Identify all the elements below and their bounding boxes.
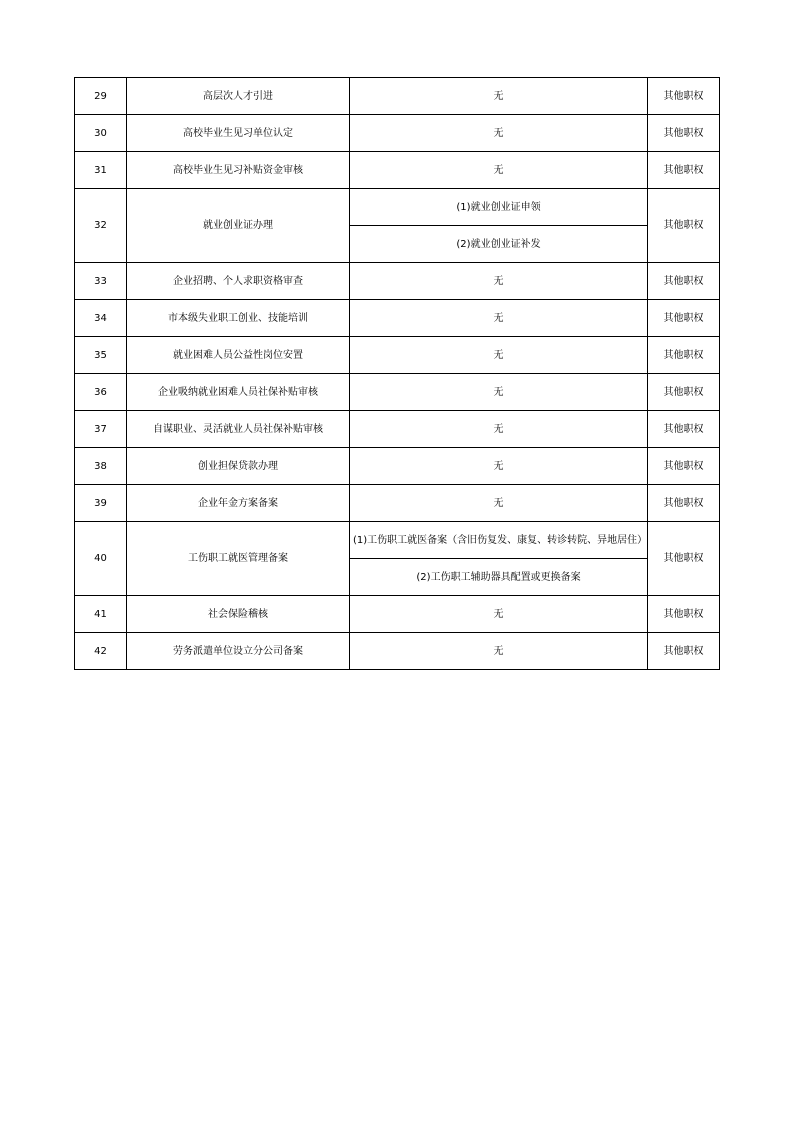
sub-item: (2)就业创业证补发	[350, 226, 648, 263]
row-number: 42	[75, 633, 127, 670]
table-row	[75, 189, 720, 226]
item-name: 高层次人才引进	[127, 78, 350, 115]
sub-item: 无	[350, 337, 648, 374]
row-number: 30	[75, 115, 127, 152]
row-number: 32	[75, 189, 127, 263]
sub-item: 无	[350, 300, 648, 337]
item-name: 就业困难人员公益性岗位安置	[127, 337, 350, 374]
table-row	[75, 411, 720, 448]
table-row	[75, 633, 720, 670]
table-row	[75, 337, 720, 374]
power-type: 其他职权	[648, 263, 720, 300]
power-type: 其他职权	[648, 300, 720, 337]
table-row	[75, 152, 720, 189]
power-type: 其他职权	[648, 152, 720, 189]
table-row	[75, 596, 720, 633]
power-type: 其他职权	[648, 522, 720, 596]
power-type: 其他职权	[648, 374, 720, 411]
power-type: 其他职权	[648, 596, 720, 633]
row-number: 33	[75, 263, 127, 300]
row-number: 39	[75, 485, 127, 522]
sub-item: 无	[350, 374, 648, 411]
row-number: 37	[75, 411, 127, 448]
item-name: 市本级失业职工创业、技能培训	[127, 300, 350, 337]
table-row	[75, 374, 720, 411]
item-name: 创业担保贷款办理	[127, 448, 350, 485]
row-number: 31	[75, 152, 127, 189]
row-number: 38	[75, 448, 127, 485]
table-row	[75, 78, 720, 115]
power-type: 其他职权	[648, 633, 720, 670]
row-number: 34	[75, 300, 127, 337]
sub-item: 无	[350, 263, 648, 300]
table-row	[75, 115, 720, 152]
row-number: 35	[75, 337, 127, 374]
row-number: 29	[75, 78, 127, 115]
power-type: 其他职权	[648, 78, 720, 115]
sub-item: (2)工伤职工辅助器具配置或更换备案	[350, 559, 648, 596]
sub-item: 无	[350, 152, 648, 189]
item-name: 工伤职工就医管理备案	[127, 522, 350, 596]
sub-item: 无	[350, 633, 648, 670]
table-row	[75, 263, 720, 300]
item-name: 企业招聘、个人求职资格审查	[127, 263, 350, 300]
power-type: 其他职权	[648, 485, 720, 522]
item-name: 自谋职业、灵活就业人员社保补贴审核	[127, 411, 350, 448]
row-number: 41	[75, 596, 127, 633]
table-row	[75, 448, 720, 485]
table-row	[75, 300, 720, 337]
power-type: 其他职权	[648, 115, 720, 152]
item-name: 劳务派遣单位设立分公司备案	[127, 633, 350, 670]
sub-item: (1)工伤职工就医备案（含旧伤复发、康复、转诊转院、异地居住）	[350, 522, 648, 559]
row-number: 40	[75, 522, 127, 596]
item-name: 企业吸纳就业困难人员社保补贴审核	[127, 374, 350, 411]
power-list-table	[74, 77, 720, 670]
sub-item: 无	[350, 78, 648, 115]
sub-item: 无	[350, 448, 648, 485]
item-name: 企业年金方案备案	[127, 485, 350, 522]
power-type: 其他职权	[648, 337, 720, 374]
power-type: 其他职权	[648, 411, 720, 448]
power-type: 其他职权	[648, 448, 720, 485]
item-name: 社会保险稽核	[127, 596, 350, 633]
row-number: 36	[75, 374, 127, 411]
sub-item: 无	[350, 485, 648, 522]
table-row	[75, 522, 720, 559]
table-row	[75, 485, 720, 522]
item-name: 高校毕业生见习补贴资金审核	[127, 152, 350, 189]
sub-item: (1)就业创业证申领	[350, 189, 648, 226]
sub-item: 无	[350, 411, 648, 448]
power-type: 其他职权	[648, 189, 720, 263]
sub-item: 无	[350, 596, 648, 633]
item-name: 就业创业证办理	[127, 189, 350, 263]
sub-item: 无	[350, 115, 648, 152]
item-name: 高校毕业生见习单位认定	[127, 115, 350, 152]
